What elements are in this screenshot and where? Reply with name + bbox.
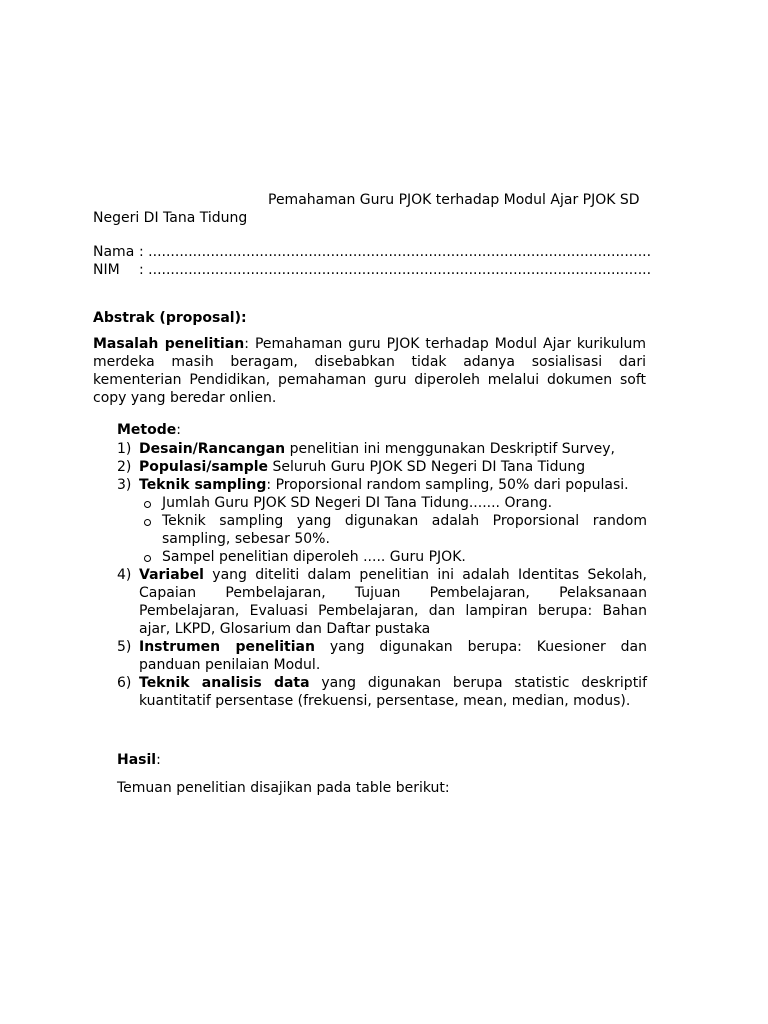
method-term: Desain/Rancangan — [139, 441, 286, 457]
field-dots: : ................................................................................................................. — [139, 244, 652, 260]
problem-paragraph — [93, 335, 646, 407]
method-number: 1) — [117, 441, 132, 457]
abstract-heading: Abstrak (proposal): — [93, 310, 247, 326]
method-term: Teknik sampling — [139, 477, 267, 493]
method-text: : Proporsional random sampling, 50% dari populasi. — [266, 477, 629, 493]
method-number: 4) — [117, 567, 132, 583]
sampling-subitem-text: Teknik sampling yang digunakan adalah Proporsional random sampling, sebesar 50%. — [162, 513, 647, 547]
method-item — [117, 638, 647, 674]
method-text: penelitian ini menggunakan Deskriptif Survey, — [285, 441, 615, 457]
field-nama — [93, 243, 651, 261]
method-item — [117, 440, 647, 458]
method-item — [117, 674, 647, 710]
field-label: Nama — [93, 244, 135, 260]
result-intro: Temuan penelitian disajikan pada table berikut: — [117, 780, 450, 796]
field-label: NIM — [93, 262, 120, 278]
sampling-subitem — [139, 494, 647, 512]
method-term: Teknik analisis data — [139, 675, 310, 691]
method-text: yang diteliti dalam penelitian ini adalah Identitas Sekolah, Capaian Pembelajaran, Tujuan Pembelajaran, Pelaksanaan Pembelajaran, Evaluasi Pembelajaran, dan lampiran berupa: Bahan ajar, LKPD, Glosarium dan Daftar pustaka — [139, 567, 647, 637]
sampling-subitem-text: Jumlah Guru PJOK SD Negeri DI Tana Tidung....... Orang. — [162, 495, 553, 511]
title-line-1: Pemahaman Guru PJOK terhadap Modul Ajar PJOK SD — [268, 192, 640, 208]
method-text: yang digunakan berupa statistic deskriptif kuantitatif persentase (frekuensi, persentase, mean, median, modus). — [139, 675, 647, 709]
method-item — [117, 476, 647, 566]
result-heading-colon: : — [156, 752, 161, 768]
circle-bullet-icon — [144, 519, 151, 526]
circle-bullet-icon — [144, 501, 151, 508]
method-number: 5) — [117, 639, 132, 655]
method-term: Variabel — [139, 567, 204, 583]
sampling-subitem-text: Sampel penelitian diperoleh ..... Guru PJOK. — [162, 549, 466, 565]
field-nim — [93, 261, 651, 279]
sampling-sublist — [139, 494, 647, 566]
sampling-subitem — [139, 548, 647, 566]
problem-label: Masalah penelitian — [93, 336, 245, 352]
method-item — [117, 458, 647, 476]
method-heading — [117, 421, 181, 439]
method-heading-colon: : — [176, 422, 181, 438]
method-text: Seluruh Guru PJOK SD Negeri DI Tana Tidung — [268, 459, 586, 475]
problem-text: : Pemahaman guru PJOK terhadap Modul Ajar kurikulum merdeka masih beragam, disebabkan tidak adanya sosialisasi dari kementerian Pendidikan, pemahaman guru diperoleh melalui dokumen soft copy yang beredar onlien. — [93, 336, 646, 406]
method-list — [117, 440, 647, 710]
title-line-2: Negeri DI Tana Tidung — [93, 210, 248, 226]
method-text: yang digunakan berupa: Kuesioner dan panduan penilaian Modul. — [139, 639, 647, 673]
sampling-subitem — [139, 512, 647, 548]
circle-bullet-icon — [144, 555, 151, 562]
method-term: Populasi/sample — [139, 459, 269, 475]
method-term: Instrumen penelitian — [139, 639, 315, 655]
method-item — [117, 566, 647, 638]
result-heading — [117, 751, 161, 769]
result-heading-text: Hasil — [117, 752, 157, 768]
method-number: 3) — [117, 477, 132, 493]
field-dots: : ................................................................................................................. — [139, 262, 652, 278]
method-number: 6) — [117, 675, 132, 691]
method-number: 2) — [117, 459, 132, 475]
method-heading-text: Metode — [117, 422, 177, 438]
